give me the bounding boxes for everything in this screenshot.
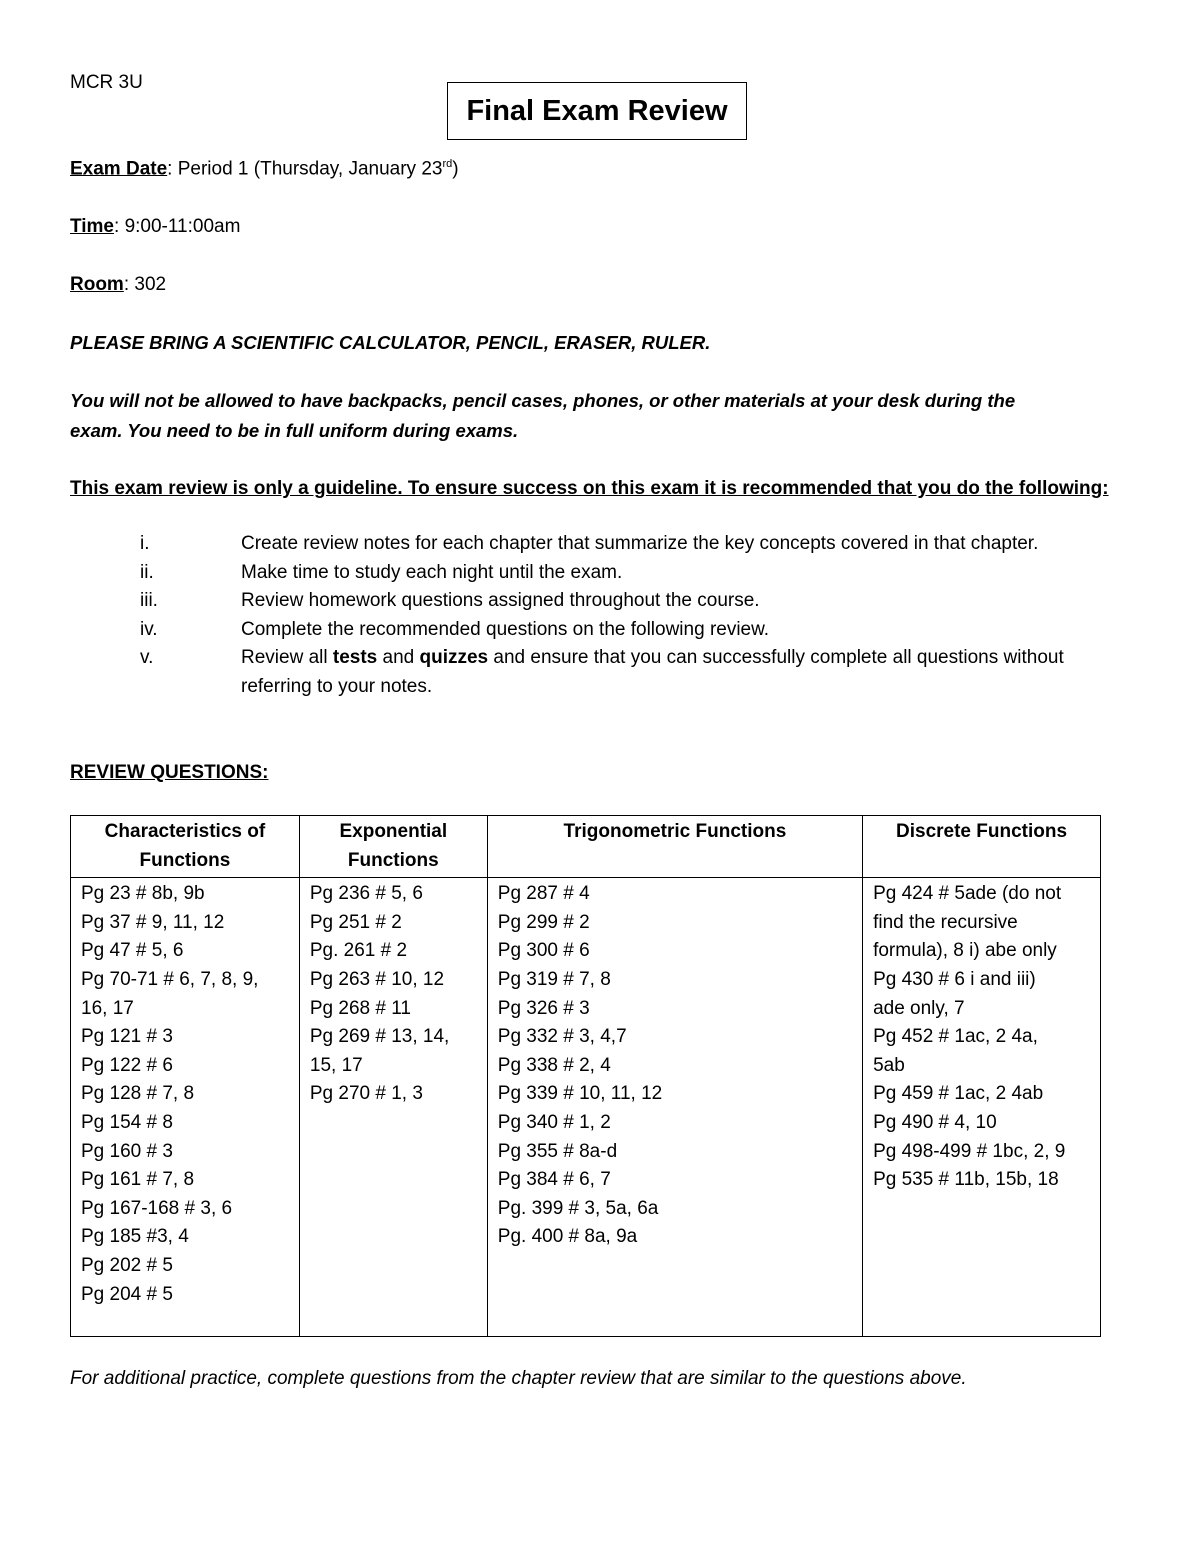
list-item: Pg 268 # 11 <box>309 997 411 1019</box>
list-item: formula), 8 i) abe only <box>873 940 1057 962</box>
list-item: Pg 47 # 5, 6 <box>81 940 184 962</box>
list-number: ii. <box>140 561 154 583</box>
list-item: Pg 459 # 1ac, 2 4ab <box>873 1083 1044 1105</box>
list-item: 16, 17 <box>81 997 134 1019</box>
bring-notice: PLEASE BRING A SCIENTIFIC CALCULATOR, PENCIL, ERASER, RULER. <box>70 332 711 353</box>
list-item: Pg 384 # 6, 7 <box>497 1169 611 1191</box>
list-text: Make time to study each night until the exam. <box>241 561 623 583</box>
bold-quizzes: quizzes <box>419 647 489 668</box>
list-item: Pg 498-499 # 1bc, 2, 9 <box>873 1140 1066 1162</box>
list-item: Pg. 261 # 2 <box>309 940 408 962</box>
list-item: 5ab <box>873 1054 905 1076</box>
list-item: Pg 287 # 4 <box>497 883 590 905</box>
list-item: Pg 204 # 5 <box>81 1283 173 1305</box>
list-number: iii. <box>140 590 158 611</box>
list-item: Pg 338 # 2, 4 <box>497 1054 611 1076</box>
list-text: Review all tests and quizzes and ensure that you can successfully complete all questions without referring to your notes. <box>241 647 1064 697</box>
list-item: find the recursive <box>873 911 1018 933</box>
list-item: Pg 185 #3, 4 <box>81 1226 189 1248</box>
list-item: Pg 122 # 6 <box>81 1054 173 1076</box>
list-item: Pg 70-71 # 6, 7, 8, 9, <box>81 968 259 990</box>
list-item: Pg 299 # 2 <box>497 911 590 933</box>
list-item: Pg 160 # 3 <box>81 1140 173 1162</box>
exam-date-label: Exam Date <box>70 158 168 180</box>
list-item: Pg 326 # 3 <box>497 997 590 1019</box>
list-item: Pg 339 # 10, 11, 12 <box>497 1083 663 1105</box>
list-item <box>70 587 1130 616</box>
list-item: Pg 23 # 8b, 9b <box>81 883 205 905</box>
rules-notice <box>70 386 1015 446</box>
list-number: iv. <box>140 618 158 640</box>
study-steps-list <box>70 530 1130 701</box>
list-item <box>70 644 1130 701</box>
list-item <box>70 559 1130 588</box>
list-item: Pg 490 # 4, 10 <box>873 1111 997 1133</box>
list-item <box>70 616 1130 645</box>
time-line: Time: 9:00-11:00am <box>70 216 241 237</box>
list-number: i. <box>140 533 150 554</box>
review-questions-heading: REVIEW QUESTIONS: <box>70 762 269 783</box>
rules-notice-line-2: exam. You need to be in full uniform during exams. <box>70 420 519 441</box>
list-item: Pg 128 # 7, 8 <box>81 1083 195 1105</box>
list-item: Pg 535 # 11b, 15b, 18 <box>873 1169 1059 1191</box>
list-number: v. <box>140 647 154 668</box>
table-header-row <box>71 816 1101 878</box>
room-label: Room <box>70 274 124 295</box>
page-title: Final Exam Review <box>447 82 747 140</box>
list-item: Pg. 399 # 3, 5a, 6a <box>497 1197 659 1219</box>
list-text: Review homework questions assigned throughout the course. <box>241 590 760 611</box>
list-item: Pg 355 # 8a-d <box>497 1140 618 1162</box>
guideline-heading: This exam review is only a guideline. To ensure success on this exam it is recommended that you do the following: <box>70 478 1109 499</box>
list-item: Pg 430 # 6 i and iii) <box>873 968 1036 990</box>
exam-date-value: Period 1 (Thursday, January 23 <box>172 158 443 180</box>
list-item: ade only, 7 <box>873 997 965 1019</box>
room-line: Room: 302 <box>70 274 167 295</box>
date-ordinal-suffix: rd <box>442 158 453 170</box>
list-item: Pg 332 # 3, 4,7 <box>497 1026 627 1048</box>
time-label: Time <box>70 216 115 237</box>
list-item: Pg 161 # 7, 8 <box>81 1169 195 1191</box>
list-item: Pg 263 # 10, 12 <box>309 968 445 990</box>
list-item: Pg 319 # 7, 8 <box>497 968 611 990</box>
list-item: Pg 236 # 5, 6 <box>309 883 423 905</box>
exam-date-line: Exam Date: Period 1 (Thursday, January 23rd) <box>70 158 459 180</box>
list-item: Pg 452 # 1ac, 2 4a, <box>873 1026 1038 1048</box>
list-item: Pg 121 # 3 <box>81 1026 173 1048</box>
footer-note: For additional practice, complete questions from the chapter review that are similar to the questions above. <box>70 1368 967 1389</box>
room-value: 302 <box>129 274 167 295</box>
header-discrete: Discrete Functions <box>863 816 1101 878</box>
rules-notice-line-1: You will not be allowed to have backpacks, pencil cases, phones, or other materials at your desk during the <box>70 390 1016 411</box>
list-item: Pg. 400 # 8a, 9a <box>497 1226 638 1248</box>
time-value: 9:00-11:00am <box>119 216 241 237</box>
bold-tests: tests <box>332 647 378 668</box>
list-item: Pg 37 # 9, 11, 12 <box>81 911 225 933</box>
list-item: Pg 270 # 1, 3 <box>309 1083 423 1105</box>
header-exponential: Exponential Functions <box>299 816 487 878</box>
list-text: Create review notes for each chapter that summarize the key concepts covered in that chapter. <box>241 533 1039 554</box>
course-code: MCR 3U <box>70 72 143 93</box>
trigonometric-cell <box>487 878 862 1337</box>
list-item: Pg 424 # 5ade (do not <box>873 883 1062 905</box>
discrete-cell <box>863 878 1101 1337</box>
review-questions-table <box>70 815 1101 1337</box>
list-item: 15, 17 <box>309 1054 363 1076</box>
list-item: Pg 251 # 2 <box>309 911 402 933</box>
exponential-cell <box>299 878 487 1337</box>
table-row <box>71 878 1101 1337</box>
exam-date-close: ) <box>452 158 459 180</box>
characteristics-cell <box>71 878 300 1337</box>
list-item: Pg 167-168 # 3, 6 <box>81 1197 233 1219</box>
header-trigonometric: Trigonometric Functions <box>487 816 862 878</box>
list-text: Complete the recommended questions on the following review. <box>241 618 770 640</box>
list-item: Pg 340 # 1, 2 <box>497 1111 611 1133</box>
list-item: Pg 154 # 8 <box>81 1111 173 1133</box>
list-item: Pg 202 # 5 <box>81 1254 173 1276</box>
list-item: Pg 300 # 6 <box>497 940 590 962</box>
header-characteristics: Characteristics of Functions <box>71 816 300 878</box>
list-item: Pg 269 # 13, 14, <box>309 1026 450 1048</box>
list-item <box>70 530 1130 559</box>
